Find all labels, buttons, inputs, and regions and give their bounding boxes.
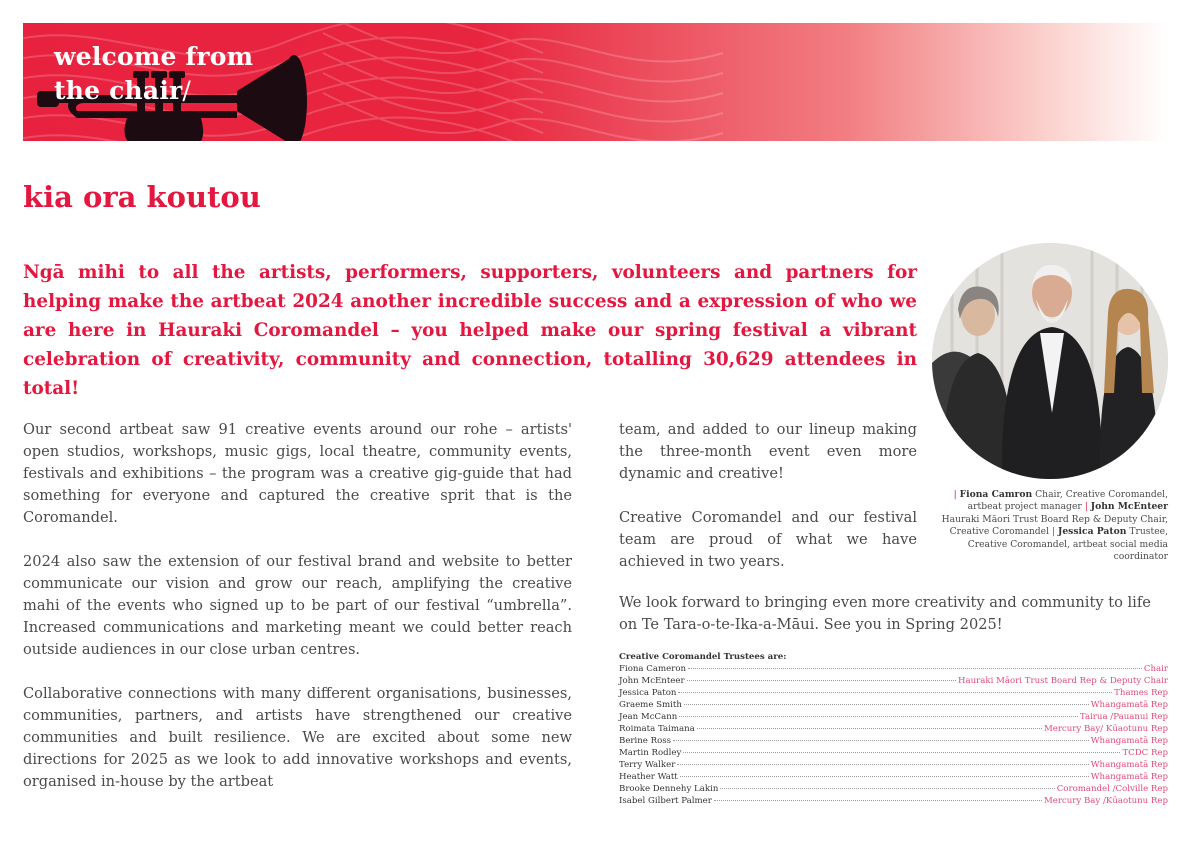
leader-dots xyxy=(714,800,1042,801)
trustee-row xyxy=(619,759,1168,771)
caption-role: Chair, Creative Coromandel, artbeat project manager xyxy=(967,489,1168,513)
trustee-name: Jessica Paton xyxy=(619,688,677,698)
body-column-middle xyxy=(619,419,917,595)
trustee-name: Fiona Cameron xyxy=(619,664,687,674)
banner-title xyxy=(54,40,253,108)
trustee-row xyxy=(619,699,1168,711)
body-paragraph: Our second artbeat saw 91 creative events around our rohe – artists' open studios, workshops, music gigs, local theatre, community events, festivals and exhibitions – the program was a creative gig-guide that had something for everyone and captured the creative sprit that is the Coromandel. xyxy=(23,421,572,526)
leader-dots xyxy=(678,692,1112,693)
trustee-name: Isabel Gilbert Palmer xyxy=(619,796,712,806)
trustee-role: TCDC Rep xyxy=(1122,748,1168,758)
trustee-name: Terry Walker xyxy=(619,760,676,770)
trustee-role: Whangamatā Rep xyxy=(1090,700,1168,710)
trustee-role: Whangamatā Rep xyxy=(1090,736,1168,746)
leader-dots xyxy=(680,776,1089,777)
banner-slash: / xyxy=(182,76,192,105)
caption-name: John McEnteer xyxy=(1090,501,1168,513)
banner-title-line2: the chair xyxy=(54,76,183,105)
trustee-name: Heather Watt xyxy=(619,772,678,782)
body-paragraph: team, and added to our lineup making the three-month event even more dynamic and creative! xyxy=(619,421,917,482)
caption-separator: | xyxy=(953,489,957,500)
trustees-list xyxy=(619,652,1168,807)
body-paragraph: 2024 also saw the extension of our festival brand and website to better communicate our vision and grow our reach, amplifying the creative mahi of the events who signed up to be part of our festival “umbrella”. Increased communications and marketing meant we could better reach outside audiences in our close urban centres. xyxy=(23,553,572,658)
trustees-title: Creative Coromandel Trustees are: xyxy=(619,652,787,662)
photo-caption xyxy=(932,489,1168,563)
trustee-row xyxy=(619,663,1168,675)
leader-dots xyxy=(677,764,1088,765)
leader-dots xyxy=(688,668,1142,669)
trustee-name: John McEnteer xyxy=(619,676,685,686)
body-paragraph: Creative Coromandel and our festival team are proud of what we have achieved in two years. xyxy=(619,509,917,570)
closing-paragraph: We look forward to bringing even more creativity and community to life on Te Tara-o-te-Ika-a-Māui. See you in Spring 2025! xyxy=(619,594,1151,633)
trustee-role: Mercury Bay /Kūaotunu Rep xyxy=(1043,796,1168,806)
trustee-row xyxy=(619,723,1168,735)
leader-dots xyxy=(697,728,1042,729)
banner-title-line1: welcome from xyxy=(54,42,254,71)
caption-role: Hauraki Māori Trust Board Rep & Deputy Chair, Creative Coromandel xyxy=(941,513,1168,538)
trustee-role: Tairua /Pauanui Rep xyxy=(1079,712,1168,722)
trustee-name: Graeme Smith xyxy=(619,700,682,710)
leader-dots xyxy=(720,788,1054,789)
body-column-left xyxy=(23,419,572,815)
trustee-role: Whangamatā Rep xyxy=(1090,760,1168,770)
photo-illustration xyxy=(932,243,1168,479)
leader-dots xyxy=(687,680,956,681)
header-banner xyxy=(23,23,1168,141)
trustee-row xyxy=(619,735,1168,747)
trustee-row xyxy=(619,771,1168,783)
caption-name: Jessica Paton xyxy=(1057,526,1127,538)
trustee-name: Brooke Dennehy Lakin xyxy=(619,784,719,794)
trustee-role: Whangamatā Rep xyxy=(1090,772,1168,782)
trustee-name: Martin Rodley xyxy=(619,748,682,758)
lead-paragraph: Ngā mihi to all the artists, performers, supporters, volunteers and partners for helping make the artbeat 2024 another incredible success and a expression of who we are here in Hauraki Coromandel – you helped make our spring festival a vibrant celebration of creativity, community and connection, totalling 30,629 attendees in total! xyxy=(23,262,917,399)
caption-separator: | xyxy=(1051,526,1056,538)
trustee-row xyxy=(619,747,1168,759)
trustee-row xyxy=(619,711,1168,723)
trustee-role: Hauraki Māori Trust Board Rep & Deputy Chair xyxy=(958,676,1168,686)
trustee-row xyxy=(619,795,1168,807)
leader-dots xyxy=(683,752,1120,753)
leader-dots xyxy=(673,740,1089,741)
caption-role: Trustee, Creative Coromandel, artbeat social media coordinator xyxy=(967,526,1168,563)
leader-dots xyxy=(684,704,1089,705)
trustee-role: Chair xyxy=(1143,664,1168,674)
caption-name: Fiona Camron xyxy=(959,489,1033,500)
trustee-role: Mercury Bay/ Kūaotunu Rep xyxy=(1043,724,1168,734)
trustee-name: Jean McCann xyxy=(619,712,678,722)
trustee-role: Thames Rep xyxy=(1114,688,1168,698)
page-title: kia ora koutou xyxy=(23,180,261,214)
trustee-row xyxy=(619,783,1168,795)
body-paragraph: Collaborative connections with many different organisations, businesses, communities, partners, and artists have strengthened our creative communities and built resilience. We are excited about some new directions for 2025 as we look to add innovative workshops and events, organised in-house by the artbeat xyxy=(23,685,572,790)
trustee-row xyxy=(619,675,1168,687)
trustee-row xyxy=(619,687,1168,699)
trustee-name: Roimata Taimana xyxy=(619,724,695,734)
trustee-name: Berine Ross xyxy=(619,736,672,746)
group-photo xyxy=(932,243,1168,479)
caption-separator: | xyxy=(1084,501,1088,513)
leader-dots xyxy=(679,716,1078,717)
trustee-role: Coromandel /Colville Rep xyxy=(1056,784,1168,794)
